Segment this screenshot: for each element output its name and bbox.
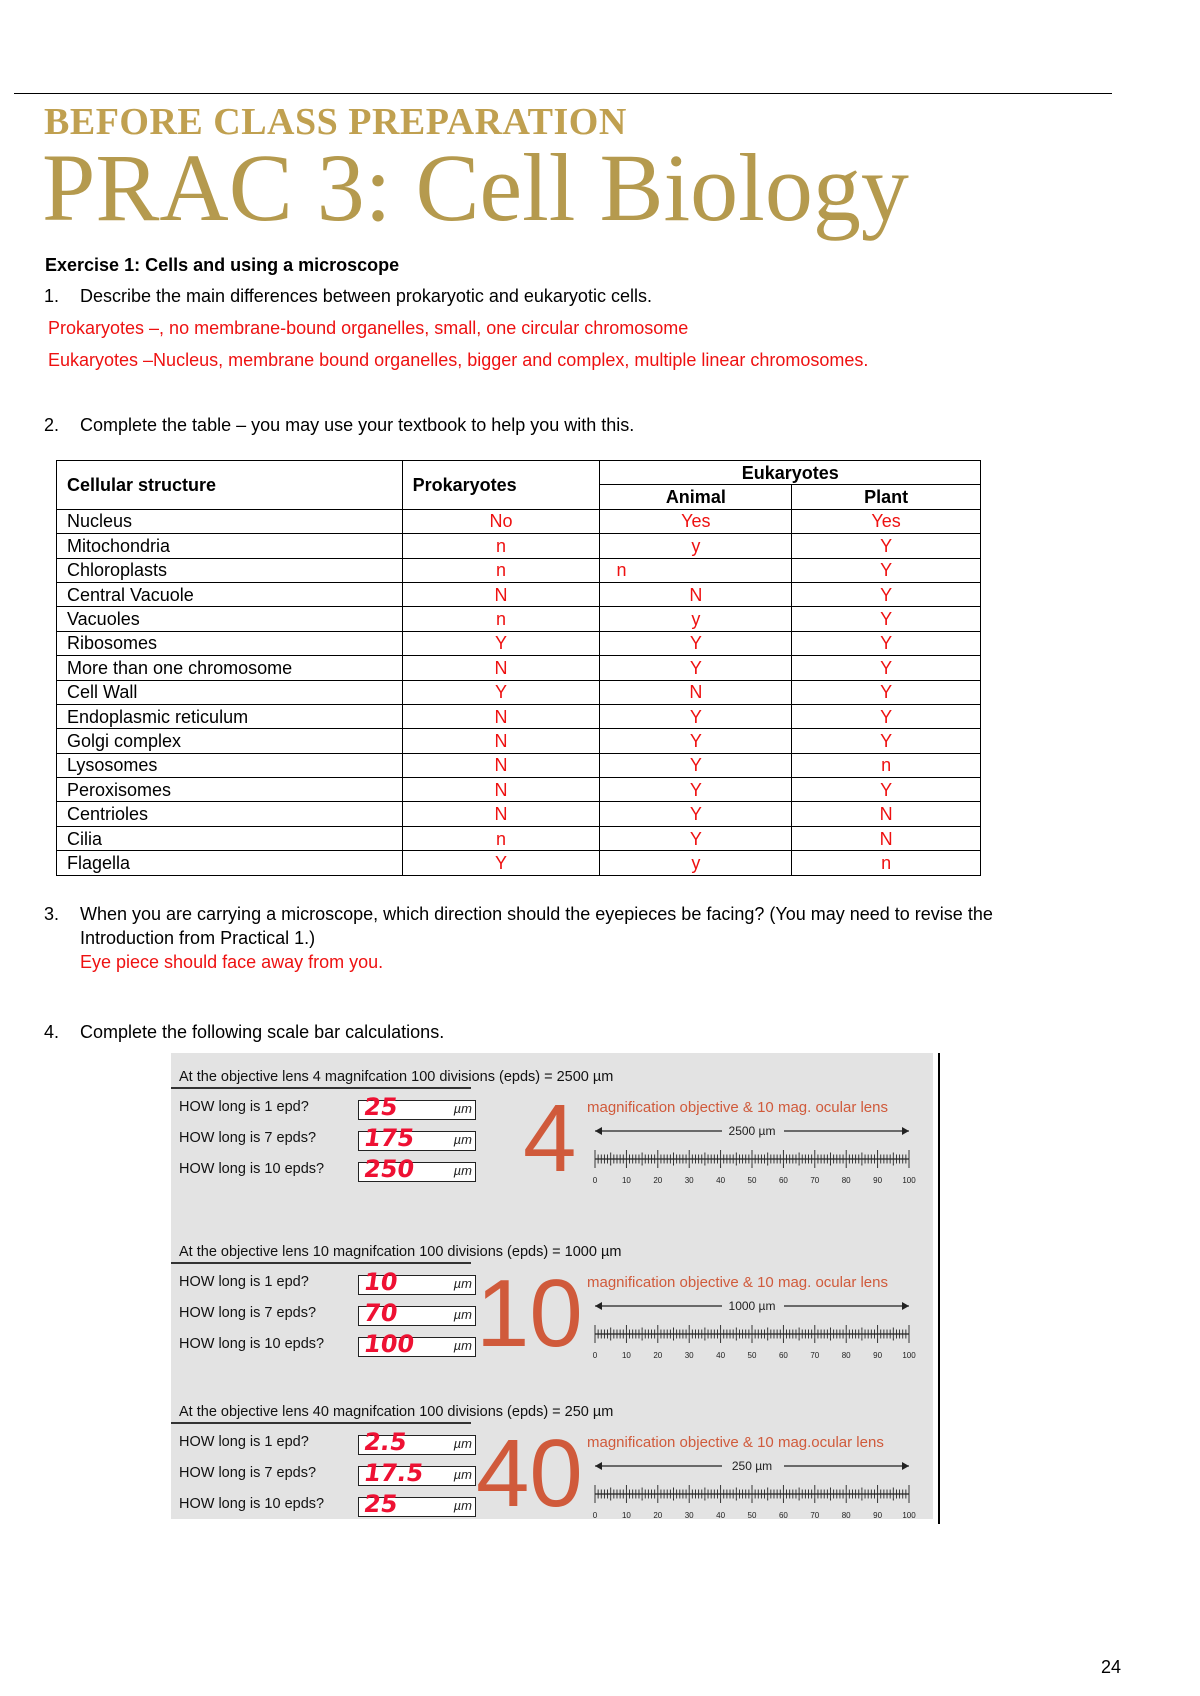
animal-value: N	[600, 582, 792, 606]
plant-value: n	[792, 851, 981, 875]
ruler-tick-label: 90	[873, 1176, 883, 1185]
structure-cell: More than one chromosome	[57, 656, 403, 680]
animal-value: Y	[600, 631, 792, 655]
animal-value: Y	[600, 826, 792, 850]
scale-ruler	[587, 1296, 917, 1371]
scale-question-label: HOW long is 7 epds?	[179, 1305, 317, 1321]
animal-value: n	[600, 558, 792, 582]
ruler-tick-label: 30	[684, 1511, 694, 1520]
unit-label: µm	[453, 1163, 472, 1178]
span-label: 2500 µm	[728, 1124, 776, 1138]
structure-cell: Mitochondria	[57, 534, 403, 558]
right-border-line	[938, 1053, 940, 1524]
ruler-tick-label: 10	[621, 1511, 631, 1520]
table-row	[57, 802, 981, 826]
answer-3: Eye piece should face away from you.	[80, 952, 384, 972]
prokaryote-value: n	[402, 607, 600, 631]
magnification-number: 40	[476, 1420, 583, 1527]
answer-prokaryotes: Prokaryotes –, no membrane-bound organelles, small, one circular chromosome	[48, 318, 689, 338]
ruler-tick-label: 100	[902, 1176, 916, 1185]
structure-cell: Peroxisomes	[57, 778, 403, 802]
ruler-tick-label: 100	[902, 1351, 916, 1360]
animal-value: y	[600, 851, 792, 875]
header-plant: Plant	[792, 485, 981, 509]
arrow-head-right	[902, 1127, 909, 1135]
unit-label: µm	[453, 1498, 472, 1513]
table-row	[57, 729, 981, 753]
ruler-tick-label: 10	[621, 1351, 631, 1360]
prokaryote-value: n	[402, 558, 600, 582]
arrow-head-right	[902, 1302, 909, 1310]
ruler-tick-label: 60	[778, 1176, 788, 1185]
animal-value: y	[600, 534, 792, 558]
ruler-tick-label: 80	[841, 1351, 851, 1360]
question-text: Complete the table – you may use your textbook to help you with this.	[80, 415, 635, 435]
question-number: 1.	[44, 286, 60, 306]
question-3	[0, 904, 1100, 928]
table-row	[57, 851, 981, 875]
plant-value: Yes	[792, 509, 981, 533]
ruler-tick-label: 50	[747, 1351, 757, 1360]
table-row	[57, 826, 981, 850]
section-heading: At the objective lens 4 magnifcation 100 divisions (epds) = 2500 µm	[179, 1069, 614, 1085]
question-number: 4.	[44, 1022, 60, 1042]
ruler-tick-label: 90	[873, 1351, 883, 1360]
ruler-tick-label: 50	[747, 1176, 757, 1185]
arrow-head-left	[595, 1462, 602, 1470]
question-2	[0, 415, 900, 439]
prokaryote-value: n	[402, 826, 600, 850]
unit-label: µm	[453, 1436, 472, 1451]
animal-value: Y	[600, 802, 792, 826]
table-row	[57, 656, 981, 680]
heading-underline	[171, 1087, 471, 1089]
question-text: Describe the main differences between prokaryotic and eukaryotic cells.	[80, 286, 652, 306]
animal-value: Y	[600, 729, 792, 753]
magnification-description: magnification objective & 10 mag. ocular lens	[587, 1274, 888, 1291]
handwritten-answer: 10	[362, 1268, 400, 1296]
unit-label: µm	[453, 1101, 472, 1116]
question-text: Complete the following scale bar calculations.	[80, 1022, 445, 1042]
table-row	[57, 558, 981, 582]
span-label: 250 µm	[731, 1459, 773, 1473]
section-heading: At the objective lens 40 magnifcation 100 divisions (epds) = 250 µm	[179, 1404, 614, 1420]
table-row	[57, 680, 981, 704]
cell-structure-table	[56, 460, 981, 876]
ruler-graphic	[587, 1121, 917, 1191]
scale-question-label: HOW long is 1 epd?	[179, 1274, 309, 1290]
unit-label: µm	[453, 1132, 472, 1147]
header-prokaryotes: Prokaryotes	[402, 461, 600, 510]
page-title: PRAC 3: Cell Biology	[42, 134, 909, 241]
question-number: 3.	[44, 904, 60, 924]
plant-value: Y	[792, 729, 981, 753]
structure-cell: Chloroplasts	[57, 558, 403, 582]
structure-cell: Cilia	[57, 826, 403, 850]
structure-cell: Lysosomes	[57, 753, 403, 777]
header-eukaryotes: Eukaryotes	[600, 461, 981, 485]
scale-question-label: HOW long is 10 epds?	[179, 1336, 325, 1352]
ruler-tick-label: 90	[873, 1511, 883, 1520]
arrow-head-right	[902, 1462, 909, 1470]
unit-label: µm	[453, 1307, 472, 1322]
plant-value: Y	[792, 704, 981, 728]
magnification-description: magnification objective & 10 mag. ocular lens	[587, 1099, 888, 1116]
plant-value: n	[792, 753, 981, 777]
handwritten-answer: 100	[362, 1330, 417, 1358]
prokaryote-value: Y	[402, 631, 600, 655]
ruler-tick-label: 60	[778, 1351, 788, 1360]
ruler-tick-label: 50	[747, 1511, 757, 1520]
animal-value: Y	[600, 778, 792, 802]
ruler-tick-label: 40	[716, 1176, 726, 1185]
heading-underline	[171, 1262, 471, 1264]
ruler-tick-label: 20	[653, 1351, 663, 1360]
table-row	[57, 778, 981, 802]
prokaryote-value: N	[402, 802, 600, 826]
ruler-tick-label: 30	[684, 1351, 694, 1360]
page-number: 24	[1101, 1657, 1122, 1677]
plant-value: Y	[792, 607, 981, 631]
answer-eukaryotes: Eukaryotes –Nucleus, membrane bound organelles, bigger and complex, multiple linear chromosomes.	[48, 350, 869, 370]
prokaryote-value: n	[402, 534, 600, 558]
animal-value: Yes	[600, 509, 792, 533]
plant-value: N	[792, 802, 981, 826]
scale-question-label: HOW long is 7 epds?	[179, 1465, 317, 1481]
scale-ruler	[587, 1121, 917, 1196]
prokaryote-value: N	[402, 582, 600, 606]
scale-bar-worksheet	[171, 1053, 933, 1527]
table-row	[57, 704, 981, 728]
handwritten-answer: 2.5	[362, 1428, 409, 1456]
ruler-tick-label: 100	[902, 1511, 916, 1520]
prokaryote-value: Y	[402, 680, 600, 704]
ruler-tick-label: 60	[778, 1511, 788, 1520]
unit-label: µm	[453, 1467, 472, 1482]
ruler-graphic	[587, 1296, 917, 1366]
plant-value: N	[792, 826, 981, 850]
structure-cell: Flagella	[57, 851, 403, 875]
structure-cell: Ribosomes	[57, 631, 403, 655]
structure-cell: Endoplasmic reticulum	[57, 704, 403, 728]
handwritten-answer: 175	[362, 1124, 417, 1152]
handwritten-answer: 25	[362, 1490, 400, 1518]
question-text: When you are carrying a microscope, which direction should the eyepieces be facing? (You may need to revise the	[80, 904, 993, 924]
plant-value: Y	[792, 631, 981, 655]
table-row	[57, 631, 981, 655]
magnification-number: 10	[476, 1260, 583, 1367]
prokaryote-value: N	[402, 656, 600, 680]
prokaryote-value: Y	[402, 851, 600, 875]
plant-value: Y	[792, 582, 981, 606]
animal-value: Y	[600, 753, 792, 777]
span-label: 1000 µm	[728, 1299, 776, 1313]
ruler-tick-label: 30	[684, 1176, 694, 1185]
scale-ruler	[587, 1456, 917, 1531]
question-number: 2.	[44, 415, 60, 435]
prokaryote-value: N	[402, 704, 600, 728]
ruler-tick-label: 20	[653, 1176, 663, 1185]
question-3-line-2: Introduction from Practical 1.)	[80, 928, 316, 948]
animal-value: Y	[600, 704, 792, 728]
table-row	[57, 509, 981, 533]
prokaryote-value: N	[402, 778, 600, 802]
scale-question-label: HOW long is 1 epd?	[179, 1099, 309, 1115]
ruler-tick-label: 70	[810, 1351, 820, 1360]
ruler-tick-label: 20	[653, 1511, 663, 1520]
scale-question-label: HOW long is 10 epds?	[179, 1496, 325, 1512]
header-structure: Cellular structure	[57, 461, 403, 510]
table-row	[57, 534, 981, 558]
question-4	[0, 1022, 900, 1046]
structure-cell: Central Vacuole	[57, 582, 403, 606]
scale-question-label: HOW long is 10 epds?	[179, 1161, 325, 1177]
ruler-tick-label: 40	[716, 1351, 726, 1360]
section-heading: At the objective lens 10 magnifcation 100 divisions (epds) = 1000 µm	[179, 1244, 622, 1260]
prokaryote-value: N	[402, 753, 600, 777]
section-kicker: BEFORE CLASS PREPARATION	[44, 101, 627, 143]
table-row	[57, 753, 981, 777]
ruler-tick-label: 40	[716, 1511, 726, 1520]
arrow-head-left	[595, 1302, 602, 1310]
scale-question-label: HOW long is 7 epds?	[179, 1130, 317, 1146]
arrow-head-left	[595, 1127, 602, 1135]
handwritten-answer: 25	[362, 1093, 400, 1121]
plant-value: Y	[792, 656, 981, 680]
structure-cell: Vacuoles	[57, 607, 403, 631]
ruler-tick-label: 0	[592, 1176, 598, 1185]
prokaryote-value: N	[402, 729, 600, 753]
top-rule	[14, 93, 1112, 94]
table-row	[57, 582, 981, 606]
ruler-tick-label: 80	[841, 1176, 851, 1185]
ruler-tick-label: 70	[810, 1511, 820, 1520]
magnification-number: 4	[523, 1085, 577, 1192]
ruler-graphic	[587, 1456, 917, 1526]
plant-value: Y	[792, 778, 981, 802]
ruler-tick-label: 0	[592, 1351, 598, 1360]
scale-question-label: HOW long is 1 epd?	[179, 1434, 309, 1450]
ruler-tick-label: 80	[841, 1511, 851, 1520]
unit-label: µm	[453, 1276, 472, 1291]
plant-value: Y	[792, 534, 981, 558]
exercise-heading: Exercise 1: Cells and using a microscope	[45, 255, 400, 275]
handwritten-answer: 250	[362, 1155, 417, 1183]
structure-cell: Golgi complex	[57, 729, 403, 753]
ruler-tick-label: 70	[810, 1176, 820, 1185]
animal-value: y	[600, 607, 792, 631]
plant-value: Y	[792, 680, 981, 704]
animal-value: Y	[600, 656, 792, 680]
magnification-description: magnification objective & 10 mag.ocular lens	[587, 1434, 884, 1451]
animal-value: N	[600, 680, 792, 704]
ruler-tick-label: 10	[621, 1176, 631, 1185]
structure-cell: Centrioles	[57, 802, 403, 826]
handwritten-answer: 17.5	[362, 1459, 426, 1487]
question-1	[0, 286, 900, 310]
structure-cell: Nucleus	[57, 509, 403, 533]
plant-value: Y	[792, 558, 981, 582]
structure-cell: Cell Wall	[57, 680, 403, 704]
unit-label: µm	[453, 1338, 472, 1353]
heading-underline	[171, 1422, 471, 1424]
ruler-tick-label: 0	[592, 1511, 598, 1520]
handwritten-answer: 70	[362, 1299, 400, 1327]
header-animal: Animal	[600, 485, 792, 509]
table-row	[57, 607, 981, 631]
prokaryote-value: No	[402, 509, 600, 533]
